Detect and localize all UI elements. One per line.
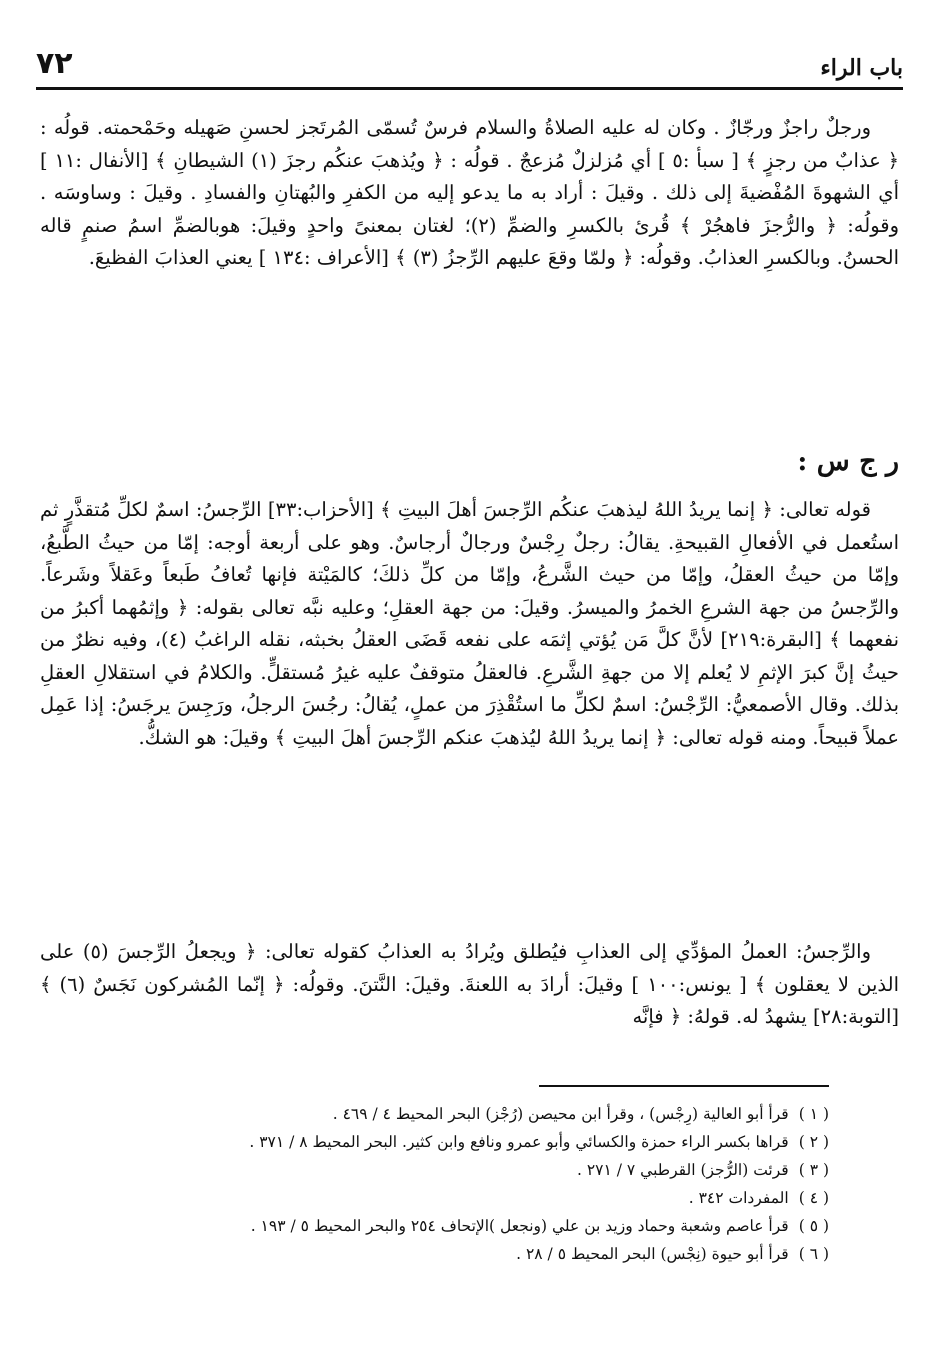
page-number: ٧٢	[36, 46, 73, 81]
entry-rajs-text	[40, 494, 899, 754]
paragraph: قوله تعالى: ﴿ إنما يريدُ اللهُ ليذهبَ عنكُم الرِّجسَ أهلَ البيتِ ﴾ [الأحزاب:٣٣] الرِّجسُ: اسمٌ لكلِّ مُتقذَّرٍ ثم استُعمل في الأفعالِ القبيحةِ. يقالُ: رجلٌ رِجْسٌ ورجالٌ أرجاسٌ. وهو على أربعة أوجه: إمّا من حيثُ الطَّبعُ، وإمّا من حيثُ العقلُ، وإمّا من حيث الشَّرعُ، وإمّا من كلِّ ذلكَ؛ كالمَيْتة فإنها تُعافُ طَبعاً وعَقلاً وشَرعاً. والرِّجسُ من جهة الشرعِ الخمرُ والميسرُ. وقيلَ: من جهة العقلِ؛ وعليه نبَّه تعالى بقوله: ﴿ وإثمُهما أكبرُ من نفعهما ﴾ [البقرة:٢١٩] لأنَّ كلَّ مَن يُؤتي إثمَه على نفعه قَضَى العقلُ بخبثه، نقله الراغبُ (٤)، وفيه نظرٌ من حيثُ إنَّ كبرَ الإثمِ لا يُعلم إلا من جهةِ الشَّرعِ. فالعقلُ متوقفٌ عليه غيرُ مُستقلٍّ. والكلامُ في استقلالِ العقلِ بذلك. وقال الأصمعيُّ: الرِّجْسُ: اسمٌ لكلِّ ما استُقْذِرَ من عملٍ، يُقالُ: رجُسَ الرجلُ، ورَجِسَ يرجَسُ: إذا عَمِل عملاً قبيحاً. ومنه قوله تعالى: ﴿ إنما يريدُ اللهُ ليُذهبَ عنكم الرِّجسَ أهلَ البيتِ ﴾ وقيلَ: هو الشكُّ.	[40, 498, 899, 749]
entry-rajz-text	[40, 112, 899, 275]
footnote-number: ( ٥ )	[798, 1217, 829, 1235]
footnote-text: قرئت (الرُّجز) القرطبي ٧ / ٢٧١ .	[577, 1161, 789, 1179]
footnote-number: ( ٣ )	[798, 1161, 829, 1179]
footnote	[70, 1128, 829, 1156]
paragraph: والرِّجسُ: العملُ المؤدِّي إلى العذابِ فيُطلق ويُرادُ به العذابُ كقوله تعالى: ﴿ ويجعلُ الرِّجسَ (٥) على الذين لا يعقلون ﴾ [ يونس:١٠٠ ] وقيلَ: أرادَ به اللعنةَ. وقيلَ: النَّتنَ. وقولُه: ﴿ إنّما المُشركون نَجَسٌ (٦) ﴾ [التوبة:٢٨] يشهدُ له. قولهُ: ﴿ فإنَّه	[40, 940, 899, 1028]
footnote-text: المفردات ٣٤٢ .	[688, 1189, 789, 1207]
footnote-text: قرأ أبو حيوة (نِجْس) البحر المحيط ٥ / ٢٨ .	[516, 1245, 789, 1263]
footnote-number: ( ٦ )	[798, 1245, 829, 1263]
section-heading: ر ج س :	[797, 446, 899, 477]
footnote	[70, 1240, 829, 1268]
footnote-number: ( ١ )	[798, 1105, 829, 1123]
footnote-text: قراها بكسر الراء حمزة والكسائي وأبو عمرو ونافع وابن كثير. البحر المحيط ٨ / ٣٧١ .	[249, 1133, 789, 1151]
footnote-text: قرأ عاصم وشعبة وحماد وزيد بن علي (ونجعل )الإتحاف ٢٥٤ والبحر المحيط ٥ / ١٩٣ .	[250, 1217, 789, 1235]
footnote-number: ( ٢ )	[798, 1133, 829, 1151]
footnote	[70, 1100, 829, 1128]
footnotes	[70, 1100, 829, 1268]
chapter-title: باب الراء	[820, 55, 903, 81]
footnote-number: ( ٤ )	[798, 1189, 829, 1207]
footnote	[70, 1156, 829, 1184]
entry-rajs-continued	[40, 936, 899, 1034]
footnote	[70, 1184, 829, 1212]
footnote	[70, 1212, 829, 1240]
footnote-text: قرأ أبو العالية (رِجْس) ، وقرأ ابن محيصن (رُجْز) البحر المحيط ٤ / ٤٦٩ .	[332, 1105, 789, 1123]
page-header	[36, 44, 903, 90]
paragraph: ورجلٌ راجزٌ ورجّازٌ . وكان له عليه الصلاةُ والسلام فرسٌ تُسمّى المُرتَجز لحسنِ صَهيله وحَمْحمته. قولُه : ﴿ عذابٌ من رجزٍ ﴾ [ سبأ :٥ ] أي مُزلزلٌ مُزعجٌ . قولُه : ﴿ ويُذهبَ عنكُم رجزَ (١) الشيطانِ ﴾ [الأنفال :١١ ] أي الشهوةَ المُفْضيةَ إلى ذلك . وقيلَ : أراد به ما يدعو إليه من الكفرِ والبُهتانِ والفسادِ . وقيلَ : وساوسَه . وقولُه: ﴿ والرُّجزَ فاهجُرْ ﴾ قُرئ بالكسرِ والضمِّ (٢)؛ لغتان بمعنىً واحدٍ وقيلَ: هوبالضمِّ اسمُ صنمٍ قاله الحسنُ. وبالكسرِ العذابُ. وقولُه: ﴿ ولمّا وقعَ عليهم الرِّجزُ (٣) ﴾ [الأعراف :١٣٤ ] يعني العذابَ الفظيعَ.	[40, 116, 900, 269]
footnote-divider	[539, 1085, 829, 1087]
